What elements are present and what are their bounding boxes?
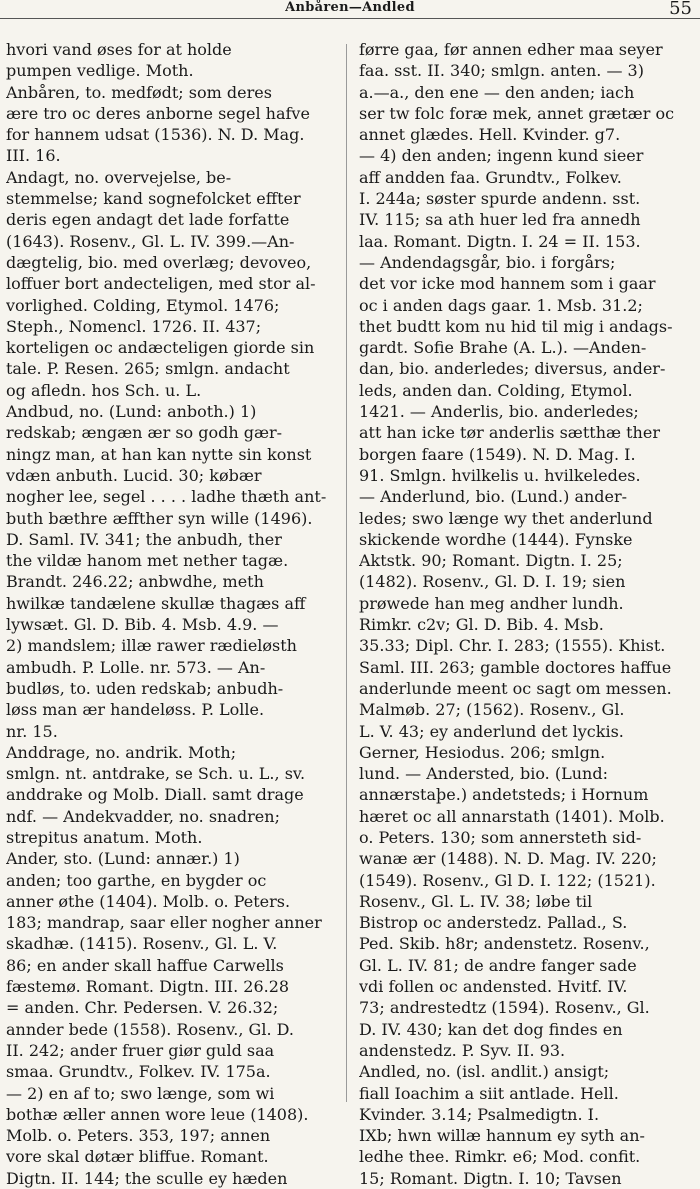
text-line: 35.33; Dipl. Chr. I. 283; (1555). Khist. [359,636,666,656]
text-line: D. IV. 430; kan det dog findes en [359,1019,623,1039]
text-line: annærstaþe.) andetsteds; i Hornum [359,785,649,805]
text-line: 91. Smlgn. hvilkelis u. hvilkeledes. [359,465,641,485]
text-line: (1643). Rosenv., Gl. L. IV. 399.—An- [6,231,295,251]
text-line: Saml. III. 263; gamble doctores haffue [359,657,672,677]
text-line: ledes; swo længe wy thet anderlund [359,508,653,528]
text-line: Ander, sto. (Lund: annær.) 1) [6,849,240,869]
text-line: skadhæ. (1415). Rosenv., Gl. L. V. [6,934,278,954]
text-line: lund. — Andersted, bio. (Lund: [359,764,608,784]
text-line: fiall Ioachim a siit antlade. Hell. [359,1083,619,1103]
text-line: D. Saml. IV. 341; the anbudh, ther [6,529,282,549]
text-line: wanæ ær (1488). N. D. Mag. IV. 220; [359,849,657,869]
text-line: lywsæt. Gl. D. Bib. 4. Msb. 4.9. — [6,615,279,635]
page-number: 55 [669,0,692,19]
text-line: IXb; hwn willæ hannum ey syth an- [359,1126,645,1146]
text-line: att han icke tør anderlis sætthæ ther [359,423,660,443]
text-line: L. V. 43; ey anderlund det lyckis. [359,721,624,741]
text-line: redskab; ængæn ær so godh gær- [6,423,283,443]
text-line: anddrake og Molb. Diall. samt drage [6,785,304,805]
text-line: buth bæthre æffther syn wille (1496). [6,508,313,528]
text-line: vore skal døtær bliffue. Romant. [6,1147,269,1167]
text-line: II. 242; ander fruer giør guld saa [6,1040,275,1060]
text-line: løss man ær handeløss. P. Lolle. [6,700,265,720]
text-line: a.—a., den ene — den anden; iach [359,82,635,102]
text-line: o. Peters. 130; som annersteth sid- [359,827,642,847]
text-line: anderlunde meent oc sagt om messen. [359,678,672,698]
text-line: laa. Romant. Digtn. I. 24 = II. 153. [359,231,641,251]
running-head-title: Anbåren—Andled [285,0,415,15]
text-line: Molb. o. Peters. 353, 197; annen [6,1126,271,1146]
text-line: Anbåren, to. medfødt; som deres [6,82,272,102]
text-line: smlgn. nt. antdrake, se Sch. u. L., sv. [6,764,306,784]
text-line: Ped. Skib. h8r; andenstetz. Rosenv., [359,934,650,954]
text-line: vorlighed. Colding, Etymol. 1476; [6,295,280,315]
text-line: — 2) en af to; swo længe, som wi [6,1083,275,1103]
text-line: borgen faare (1549). N. D. Mag. I. [359,444,636,464]
text-line: 1421. — Anderlis, bio. anderledes; [359,402,639,422]
text-line: faa. sst. II. 340; smlgn. anten. — 3) [359,61,644,81]
text-line: vdæn anbuth. Lucid. 30; købær [6,465,262,485]
text-line: (1482). Rosenv., Gl. D. I. 19; sien [359,572,626,592]
text-line: Anddrage, no. andrik. Moth; [6,742,237,762]
text-line: smaa. Grundtv., Folkev. IV. 175a. [6,1062,271,1082]
text-line: Andagt, no. overvejelse, be- [6,167,232,187]
text-line: Kvinder. 3.14; Psalmedigtn. I. [359,1104,600,1124]
left-column [6,39,336,1189]
text-line: bothæ æller annen wore leue (1408). [6,1104,309,1124]
text-line: vdi follen oc andensted. Hvitf. IV. [359,977,628,997]
text-line: Andbud, no. (Lund: anboth.) 1) [6,402,257,422]
text-line: nogher lee, segel . . . . ladhe thæth ant- [6,487,327,507]
text-line: annet glædes. Hell. Kvinder. g7. [359,125,621,145]
text-line: Digtn. II. 144; the sculle ey hæden [6,1168,288,1188]
text-line: Andled, no. (isl. andlit.) ansigt; [359,1062,610,1082]
text-line: dægtelig, bio. med overlæg; devoveo, [6,252,312,272]
text-line: Rimkr. c2v; Gl. D. Bib. 4. Msb. [359,615,604,635]
text-line: — Anderlund, bio. (Lund.) ander- [359,487,628,507]
text-line: Bistrop oc anderstedz. Pallad., S. [359,913,628,933]
text-line: andenstedz. P. Syv. II. 93. [359,1040,566,1060]
text-line: 2) mandslem; illæ rawer rædieløsth [6,636,297,656]
text-line: hwilkæ tandælene skullæ thagæs aff [6,593,306,613]
text-line: strepitus anatum. Moth. [6,827,203,847]
text-line: Brandt. 246.22; anbwdhe, meth [6,572,264,592]
text-line: ledhe thee. Rimkr. e6; Mod. confit. [359,1147,641,1167]
text-line: 73; andrestedtz (1594). Rosenv., Gl. [359,998,650,1018]
text-line: det vor icke mod hannem som i gaar [359,274,656,294]
text-line: for hannem udsat (1536). N. D. Mag. [6,125,305,145]
text-line: — Andendagsgår, bio. i forgårs; [359,252,616,272]
text-line: the vildæ hanom met nether tagæ. [6,551,289,571]
header-rule [0,18,700,19]
text-line: = anden. Chr. Pedersen. V. 26.32; [6,998,279,1018]
text-line: tale. P. Resen. 265; smlgn. andacht [6,359,290,379]
text-line: ambudh. P. Lolle. nr. 573. — An- [6,657,266,677]
text-line: pumpen vedlige. Moth. [6,61,194,81]
text-line: budløs, to. uden redskab; anbudh- [6,678,284,698]
text-line: ære tro oc deres anborne segel hafve [6,103,310,123]
text-line: deris egen andagt det lade forfatte [6,210,290,230]
text-line: Aktstk. 90; Romant. Digtn. I. 25; [359,551,623,571]
text-line: hæret oc all annarstath (1401). Molb. [359,806,665,826]
text-line: IV. 115; sa ath huer led fra annedh [359,210,641,230]
text-line: ser tw folc foræ mek, annet grætær oc [359,103,675,123]
text-line: nr. 15. [6,721,58,741]
column-divider [346,44,347,1102]
text-line: Gl. L. IV. 81; de andre fanger sade [359,955,637,975]
text-line: anden; too garthe, en bygder oc [6,870,267,890]
text-line: Rosenv., Gl. L. IV. 38; løbe til [359,891,593,911]
right-column [359,39,695,1189]
text-line: — 4) den anden; ingenn kund sieer [359,146,644,166]
text-line: førre gaa, før annen edher maa seyer [359,40,663,59]
text-line: 183; mandrap, saar eller nogher anner [6,913,322,933]
text-line: I. 244a; søster spurde andenn. sst. [359,189,641,209]
text-line: anner øthe (1404). Molb. o. Peters. [6,891,291,911]
text-line: Malmøb. 27; (1562). Rosenv., Gl. [359,700,625,720]
text-line: leds, anden dan. Colding, Etymol. [359,380,633,400]
text-line: III. 16. [6,146,61,166]
text-line: og afledn. hos Sch. u. L. [6,380,202,400]
text-line: loffuer bort andecteligen, med stor al- [6,274,316,294]
text-line: fæstemø. Romant. Digtn. III. 26.28 [6,977,290,997]
text-line: dan, bio. anderledes; diversus, ander- [359,359,666,379]
text-line: gardt. Sofie Brahe (A. L.). —Anden- [359,338,647,358]
text-line: annder bede (1558). Rosenv., Gl. D. [6,1019,294,1039]
running-head [0,0,700,20]
text-line: prøwede han meg andher lundh. [359,593,624,613]
text-line: hvori vand øses for at holde [6,40,232,59]
text-line: ndf. — Andekvadder, no. snadren; [6,806,280,826]
text-line: 86; en ander skall haffue Carwells [6,955,284,975]
text-line: thet budtt kom nu hid til mig i andags- [359,316,673,336]
text-line: stemmelse; kand sognefolcket effter [6,189,301,209]
text-line: ningz man, at han kan nytte sin konst [6,444,312,464]
text-line: skickende wordhe (1444). Fynske [359,529,633,549]
text-line: Steph., Nomencl. 1726. II. 437; [6,316,262,336]
text-line: (1549). Rosenv., Gl D. I. 122; (1521). [359,870,656,890]
text-line: aff andden faa. Grundtv., Folkev. [359,167,622,187]
text-line: korteligen oc andæcteligen giorde sin [6,338,315,358]
text-line: Gerner, Hesiodus. 206; smlgn. [359,742,606,762]
text-line: oc i anden dags gaar. 1. Msb. 31.2; [359,295,643,315]
text-line: 15; Romant. Digtn. I. 10; Tavsen [359,1168,622,1188]
